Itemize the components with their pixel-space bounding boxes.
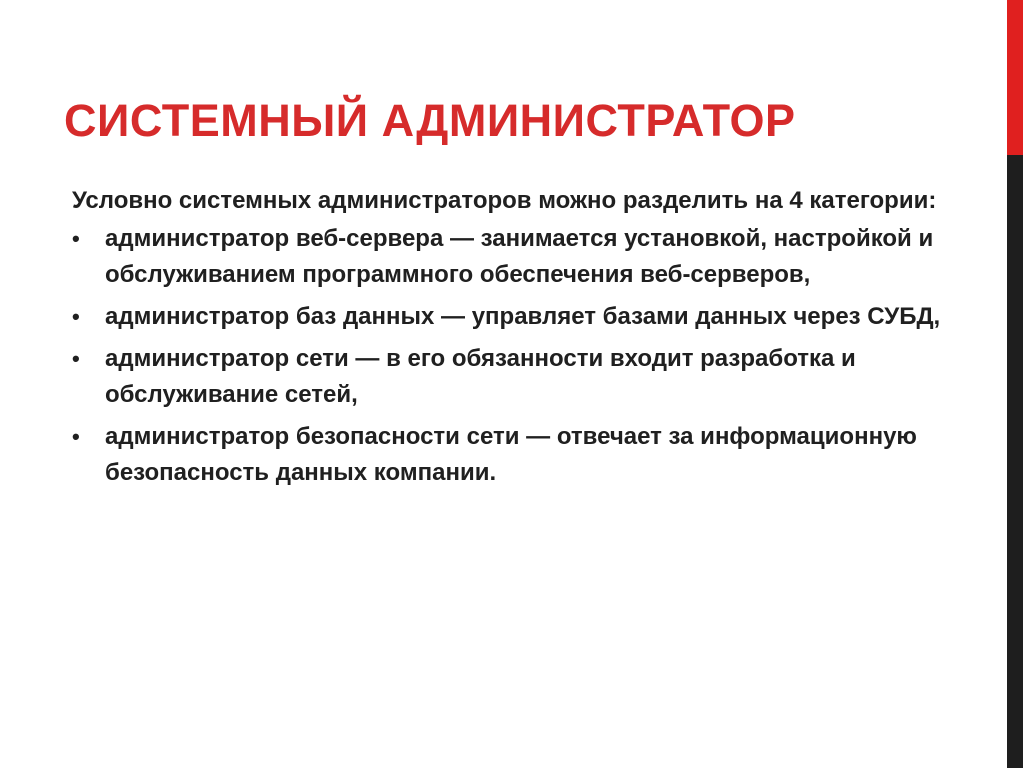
list-item-text: администратор безопасности сети — отвечает за информационную безопасность данных компании. (105, 423, 917, 486)
accent-bar-bottom (1007, 155, 1023, 768)
bullet-list (72, 221, 952, 491)
list-item-text: администратор сети — в его обязанности входит разработка и обслуживание сетей, (105, 345, 856, 408)
slide-body (72, 183, 952, 497)
bullet-icon: • (72, 346, 80, 371)
list-item (72, 221, 952, 293)
list-item (72, 299, 952, 335)
bullet-icon: • (72, 424, 80, 449)
list-item (72, 341, 952, 413)
slide-title: СИСТЕМНЫЙ АДМИНИСТРАТОР (64, 95, 796, 146)
accent-bar-top (1007, 0, 1023, 155)
list-item-text: администратор веб-сервера — занимается установкой, настройкой и обслуживанием программного обеспечения веб-серверов, (105, 225, 934, 288)
bullet-icon: • (72, 304, 80, 329)
intro-text: Условно системных администраторов можно разделить на 4 категории: (72, 187, 937, 214)
list-item-text: администратор баз данных — управляет базами данных через СУБД, (105, 303, 941, 330)
list-item (72, 419, 952, 491)
bullet-icon: • (72, 226, 80, 251)
